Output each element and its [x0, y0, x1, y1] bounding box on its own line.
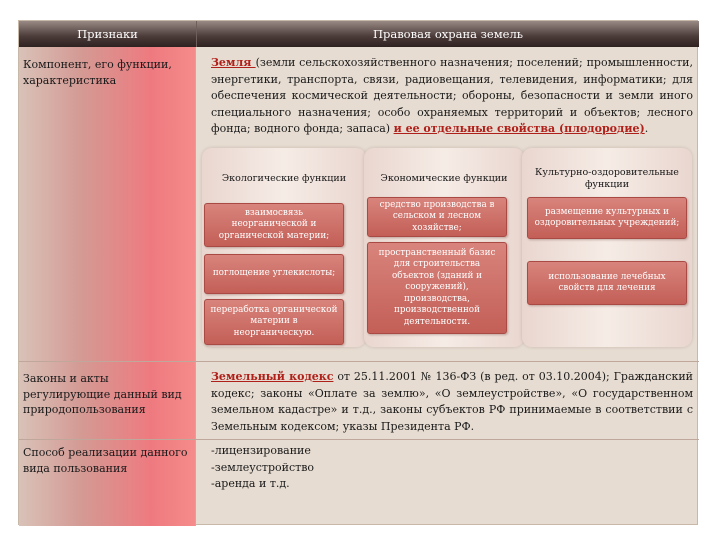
row-laws-text [211, 369, 693, 435]
land-code-link[interactable]: Земельный кодекс [211, 370, 334, 383]
row-laws-label: Законы и акты регулирующие данный вид природопользования [23, 372, 182, 416]
eco-item-co2-absorption: поглощение углекислоты; [204, 254, 344, 294]
row-method-label: Способ реализации данного вида пользования [23, 446, 188, 475]
land-categories-text: (земли сельскохозяйственного назначения; поселений; промышленности, энергетики, транспорта, связи, радиовещания, телевидения, информатики; для обеспечения космической деятельности; обороны, безопасности и земли иного специального назначения; особо охраняемых территорий и объектов; лесного фонда; водного фонда; запаса) [211, 56, 693, 135]
row-component-label: Компонент, его функции, характеристика [23, 58, 172, 87]
cult-item-healing-properties: использование лечебных свойств для лечения [527, 261, 687, 305]
header-land-protection-label: Правовая охрана земель [372, 27, 524, 41]
header-signs-label: Признаки [77, 27, 138, 41]
list-item: -землеустройство [211, 460, 315, 474]
eco-item-matter-link: взаимосвязь неорганической и органической материи; [204, 203, 344, 247]
slide [18, 20, 698, 525]
header-land-protection [196, 21, 699, 47]
econ-item-spatial-basis: пространственный базис для строительства объектов (зданий и сооружений), производства, производственной деятельности. [367, 242, 507, 334]
laws-list-text: от 25.11.2001 № 136-ФЗ (в ред. от 03.10.2004); Гражданский кодекс; законы «Оплате за землю», «О землеустройстве», «О государственном земельном кадастре» и т.д., законы субъектов РФ принимаемые в соответствии с Земельным кодексом; указы Президента РФ. [211, 370, 693, 433]
ecological-functions-title: Экологические функции [221, 173, 347, 184]
row-component-tail: . [644, 122, 649, 135]
econ-item-means-of-production: средство производства в сельском и лесном хозяйстве; [367, 197, 507, 237]
eco-item-organic-processing: переработка органической материи в неорганическую. [204, 299, 344, 345]
list-item: -аренда и т.д. [211, 477, 290, 490]
list-item: -лицензирование [211, 444, 311, 457]
row-method-list [211, 443, 693, 493]
row-divider [19, 361, 699, 362]
header-signs [19, 21, 196, 47]
row-component-text [211, 55, 693, 138]
economic-functions-title: Экономические функции [380, 173, 508, 184]
row-divider [19, 439, 699, 440]
cult-item-institutions: размещение культурных и оздоровительных учреждений; [527, 197, 687, 239]
fertility-link[interactable]: и ее отдельные свойства (плодородие) [393, 122, 645, 135]
land-link[interactable]: Земля [211, 56, 256, 69]
cultural-functions-title: Культурно-оздоровительные функции [535, 167, 679, 190]
